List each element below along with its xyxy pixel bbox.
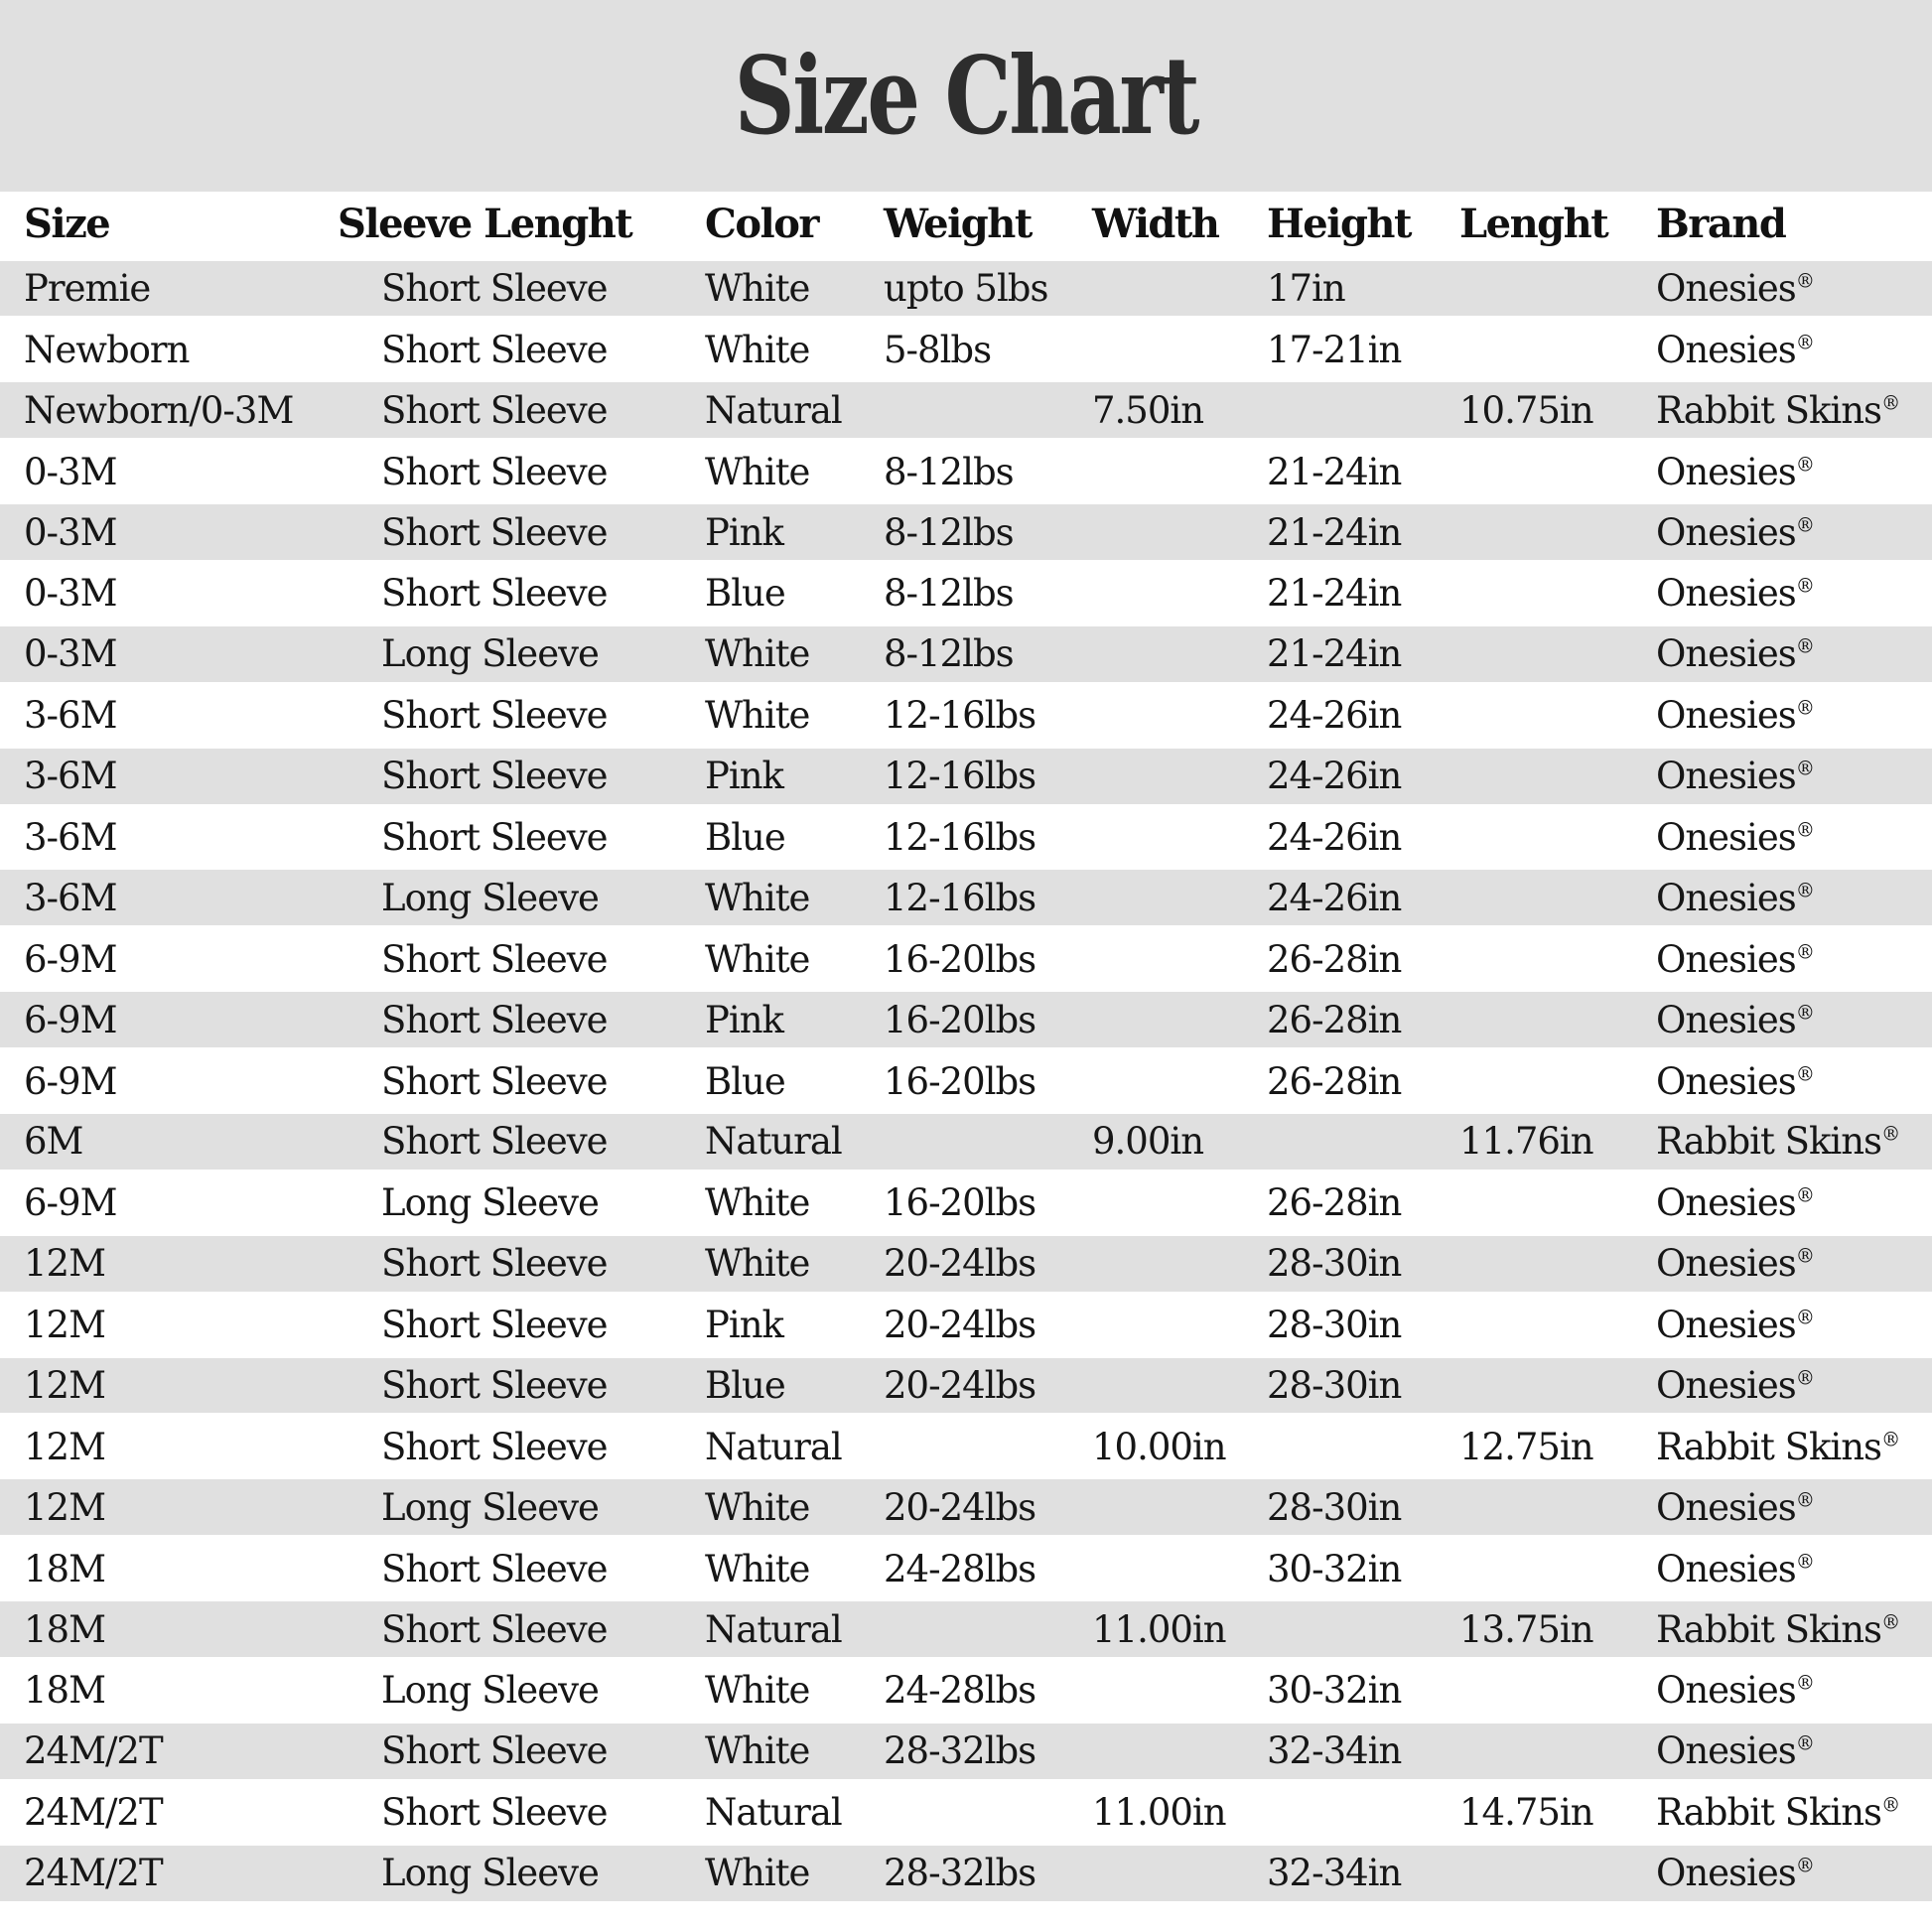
size-cell: 24M/2T xyxy=(0,1721,338,1781)
table-row xyxy=(0,1721,1932,1781)
width-cell: 11.00in xyxy=(1092,1599,1267,1660)
brand-cell: Rabbit Skins® xyxy=(1656,1791,1901,1835)
length-cell xyxy=(1459,1538,1656,1598)
size-cell: 3-6M xyxy=(0,746,338,806)
size-cell: 0-3M xyxy=(0,623,338,684)
color-cell: Blue xyxy=(705,815,785,859)
sleeve-cell: Short Sleeve xyxy=(381,1547,608,1590)
length-cell: 13.75in xyxy=(1459,1599,1656,1660)
color-cell: White xyxy=(705,450,810,493)
width-cell xyxy=(1092,623,1267,684)
length-cell xyxy=(1459,990,1656,1050)
brand-cell: Onesies® xyxy=(1656,1721,1932,1781)
table-row xyxy=(0,1111,1932,1172)
col-header-color: Color xyxy=(705,200,818,247)
brand-cell: Onesies® xyxy=(1656,572,1815,616)
length-cell xyxy=(1459,441,1656,501)
registered-mark: ® xyxy=(1795,757,1815,780)
page-title: Size Chart xyxy=(734,33,1198,159)
height-cell: 21-24in xyxy=(1267,502,1459,563)
height-cell: 28-30in xyxy=(1267,1355,1459,1416)
sleeve-cell: Short Sleeve xyxy=(381,1791,608,1835)
brand-cell: Onesies® xyxy=(1656,1477,1932,1538)
size-cell: 24M/2T xyxy=(24,1791,163,1835)
registered-mark: ® xyxy=(1881,1428,1901,1451)
height-cell xyxy=(1267,1416,1459,1476)
color-cell: Natural xyxy=(705,1599,884,1660)
sleeve-cell: Short Sleeve xyxy=(338,1355,705,1416)
color-cell: Blue xyxy=(705,572,785,616)
size-cell: 18M xyxy=(0,1599,338,1660)
registered-mark: ® xyxy=(1795,453,1815,477)
registered-mark: ® xyxy=(1881,1123,1901,1147)
length-cell xyxy=(1459,1173,1656,1233)
weight-cell xyxy=(884,1599,1092,1660)
col-header-width: Width xyxy=(1092,200,1219,247)
width-cell xyxy=(1092,1843,1267,1903)
height-cell: 32-34in xyxy=(1267,1843,1459,1903)
table-row xyxy=(0,868,1932,928)
length-cell xyxy=(1459,807,1656,868)
length-cell xyxy=(1459,1721,1656,1781)
color-cell: Natural xyxy=(705,380,884,441)
sleeve-cell: Short Sleeve xyxy=(381,1304,608,1347)
brand-cell: Onesies® xyxy=(1656,868,1932,928)
brand-cell: Rabbit Skins® xyxy=(1656,1599,1932,1660)
size-cell: 12M xyxy=(0,1233,338,1294)
length-cell: 12.75in xyxy=(1459,1425,1593,1468)
color-cell: White xyxy=(705,868,884,928)
width-cell xyxy=(1092,1233,1267,1294)
sleeve-cell: Short Sleeve xyxy=(381,1425,608,1468)
width-cell xyxy=(1092,258,1267,319)
registered-mark: ® xyxy=(1795,513,1815,537)
length-cell xyxy=(1459,928,1656,989)
size-cell: 12M xyxy=(0,1355,338,1416)
table-row xyxy=(0,380,1932,441)
weight-cell: 28-32lbs xyxy=(884,1843,1092,1903)
sleeve-cell: Short Sleeve xyxy=(338,1111,705,1172)
color-cell: White xyxy=(705,328,810,371)
height-cell xyxy=(1267,380,1459,441)
brand-cell: Onesies® xyxy=(1656,694,1815,738)
registered-mark: ® xyxy=(1881,391,1901,415)
height-cell: 24-26in xyxy=(1267,694,1402,738)
width-cell: 7.50in xyxy=(1092,380,1267,441)
color-cell: White xyxy=(705,1669,810,1713)
height-cell: 21-24in xyxy=(1267,623,1459,684)
registered-mark: ® xyxy=(1795,1672,1815,1696)
table-row xyxy=(0,1233,1932,1294)
height-cell: 26-28in xyxy=(1267,990,1459,1050)
length-cell xyxy=(1459,1660,1656,1721)
size-table-body xyxy=(0,258,1932,1904)
width-cell xyxy=(1092,928,1267,989)
length-cell xyxy=(1459,1233,1656,1294)
weight-cell xyxy=(884,1416,1092,1476)
col-header-weight: Weight xyxy=(884,200,1032,247)
length-cell xyxy=(1459,1477,1656,1538)
weight-cell: 12-16lbs xyxy=(884,694,1036,738)
table-row xyxy=(0,746,1932,806)
size-cell: 6M xyxy=(0,1111,338,1172)
color-cell: Pink xyxy=(705,746,884,806)
table-row xyxy=(0,319,1932,379)
weight-cell: 8-12lbs xyxy=(884,572,1014,616)
width-cell xyxy=(1092,502,1267,563)
size-cell: 0-3M xyxy=(0,502,338,563)
height-cell xyxy=(1267,1599,1459,1660)
sleeve-cell: Short Sleeve xyxy=(381,328,608,371)
size-cell: 18M xyxy=(24,1669,105,1713)
table-row xyxy=(0,1782,1932,1843)
color-cell: White xyxy=(705,258,884,319)
length-cell xyxy=(1459,1050,1656,1111)
height-cell: 24-26in xyxy=(1267,815,1402,859)
weight-cell: 12-16lbs xyxy=(884,815,1036,859)
brand-cell: Onesies® xyxy=(1656,815,1815,859)
weight-cell: 20-24lbs xyxy=(884,1304,1036,1347)
brand-cell: Onesies® xyxy=(1656,1547,1815,1590)
registered-mark: ® xyxy=(1795,1854,1815,1877)
width-cell xyxy=(1092,1477,1267,1538)
color-cell: White xyxy=(705,1181,810,1225)
size-cell: 3-6M xyxy=(24,694,117,738)
length-cell xyxy=(1459,1295,1656,1355)
size-cell: 12M xyxy=(24,1425,105,1468)
height-cell: 21-24in xyxy=(1267,572,1402,616)
color-cell: White xyxy=(705,937,810,981)
weight-cell xyxy=(884,380,1092,441)
width-cell xyxy=(1092,990,1267,1050)
registered-mark: ® xyxy=(1795,634,1815,658)
table-row xyxy=(0,807,1932,868)
height-cell: 24-26in xyxy=(1267,746,1459,806)
sleeve-cell: Short Sleeve xyxy=(381,572,608,616)
sleeve-cell: Short Sleeve xyxy=(338,258,705,319)
length-cell xyxy=(1459,258,1656,319)
length-cell xyxy=(1459,623,1656,684)
color-cell: Pink xyxy=(705,502,884,563)
size-cell: 12M xyxy=(0,1477,338,1538)
table-row xyxy=(0,1173,1932,1233)
weight-cell: 20-24lbs xyxy=(884,1355,1092,1416)
size-cell: Newborn/0-3M xyxy=(0,380,338,441)
height-cell: 17in xyxy=(1267,258,1459,319)
brand-cell: Onesies® xyxy=(1656,937,1815,981)
color-cell: White xyxy=(705,1233,884,1294)
height-cell: 26-28in xyxy=(1267,1181,1402,1225)
height-cell: 21-24in xyxy=(1267,450,1402,493)
brand-cell: Onesies® xyxy=(1656,746,1932,806)
sleeve-cell: Short Sleeve xyxy=(338,1599,705,1660)
length-cell: 14.75in xyxy=(1459,1791,1593,1835)
size-cell: 0-3M xyxy=(24,450,117,493)
brand-cell: Onesies® xyxy=(1656,1669,1815,1713)
brand-cell: Onesies® xyxy=(1656,328,1815,371)
color-cell: Blue xyxy=(705,1059,785,1103)
col-header-length: Lenght xyxy=(1459,200,1608,247)
table-row xyxy=(0,1843,1932,1903)
sleeve-cell: Long Sleeve xyxy=(338,623,705,684)
table-row xyxy=(0,441,1932,501)
size-table xyxy=(0,192,1932,1907)
weight-cell: 12-16lbs xyxy=(884,868,1092,928)
size-cell: 24M/2T xyxy=(0,1843,338,1903)
color-cell: White xyxy=(705,623,884,684)
table-row xyxy=(0,258,1932,319)
table-row xyxy=(0,502,1932,563)
header-row xyxy=(0,192,1932,258)
width-cell xyxy=(1092,1355,1267,1416)
brand-cell: Onesies® xyxy=(1656,1059,1815,1103)
color-cell: Blue xyxy=(705,1355,884,1416)
weight-cell: 20-24lbs xyxy=(884,1233,1092,1294)
sleeve-cell: Long Sleeve xyxy=(338,1477,705,1538)
height-cell xyxy=(1267,1111,1459,1172)
width-cell xyxy=(1092,319,1267,379)
weight-cell: 16-20lbs xyxy=(884,1181,1036,1225)
length-cell xyxy=(1459,1355,1656,1416)
weight-cell: 24-28lbs xyxy=(884,1547,1036,1590)
color-cell: Natural xyxy=(705,1111,884,1172)
sleeve-cell: Short Sleeve xyxy=(381,815,608,859)
table-row xyxy=(0,1538,1932,1598)
size-cell: 6-9M xyxy=(0,990,338,1050)
brand-cell: Rabbit Skins® xyxy=(1656,1111,1932,1172)
size-cell: 3-6M xyxy=(24,815,117,859)
color-cell: Natural xyxy=(705,1425,842,1468)
length-cell xyxy=(1459,685,1656,746)
table-row xyxy=(0,1416,1932,1476)
sleeve-cell: Short Sleeve xyxy=(381,694,608,738)
registered-mark: ® xyxy=(1795,1062,1815,1086)
height-cell: 30-32in xyxy=(1267,1669,1402,1713)
size-cell: 6-9M xyxy=(24,1181,117,1225)
sleeve-cell: Short Sleeve xyxy=(338,1233,705,1294)
height-cell: 17-21in xyxy=(1267,328,1402,371)
width-cell xyxy=(1092,1538,1267,1598)
registered-mark: ® xyxy=(1795,575,1815,599)
length-cell: 10.75in xyxy=(1459,380,1656,441)
width-cell xyxy=(1092,1050,1267,1111)
size-cell: 6-9M xyxy=(24,937,117,981)
weight-cell: upto 5lbs xyxy=(884,258,1092,319)
title-banner xyxy=(0,0,1932,192)
table-row xyxy=(0,1295,1932,1355)
table-row xyxy=(0,1599,1932,1660)
brand-cell: Onesies® xyxy=(1656,1843,1932,1903)
length-cell xyxy=(1459,319,1656,379)
height-cell: 32-34in xyxy=(1267,1721,1459,1781)
color-cell: White xyxy=(705,1721,884,1781)
length-cell xyxy=(1459,746,1656,806)
weight-cell xyxy=(884,1111,1092,1172)
brand-cell: Rabbit Skins® xyxy=(1656,380,1932,441)
registered-mark: ® xyxy=(1795,1183,1815,1207)
weight-cell: 8-12lbs xyxy=(884,623,1092,684)
registered-mark: ® xyxy=(1795,879,1815,902)
color-cell: Pink xyxy=(705,990,884,1050)
brand-cell: Onesies® xyxy=(1656,1181,1815,1225)
sleeve-cell: Long Sleeve xyxy=(381,1181,599,1225)
registered-mark: ® xyxy=(1795,1366,1815,1390)
registered-mark: ® xyxy=(1795,1488,1815,1512)
height-cell: 26-28in xyxy=(1267,937,1402,981)
width-cell: 11.00in xyxy=(1092,1791,1226,1835)
width-cell xyxy=(1092,1173,1267,1233)
registered-mark: ® xyxy=(1881,1793,1901,1817)
width-cell xyxy=(1092,746,1267,806)
width-cell xyxy=(1092,868,1267,928)
sleeve-cell: Short Sleeve xyxy=(338,990,705,1050)
weight-cell: 8-12lbs xyxy=(884,450,1014,493)
height-cell: 28-30in xyxy=(1267,1233,1459,1294)
size-cell: 0-3M xyxy=(24,572,117,616)
registered-mark: ® xyxy=(1795,1001,1815,1025)
color-cell: White xyxy=(705,1547,810,1590)
table-row xyxy=(0,685,1932,746)
sleeve-cell: Short Sleeve xyxy=(338,746,705,806)
sleeve-cell: Short Sleeve xyxy=(381,1059,608,1103)
brand-cell: Onesies® xyxy=(1656,1355,1932,1416)
registered-mark: ® xyxy=(1795,1550,1815,1574)
registered-mark: ® xyxy=(1795,1731,1815,1755)
size-cell: 6-9M xyxy=(24,1059,117,1103)
sleeve-cell: Long Sleeve xyxy=(338,868,705,928)
sleeve-cell: Short Sleeve xyxy=(381,450,608,493)
width-cell xyxy=(1092,441,1267,501)
sleeve-cell: Long Sleeve xyxy=(381,1669,599,1713)
registered-mark: ® xyxy=(1795,269,1815,293)
registered-mark: ® xyxy=(1881,1610,1901,1634)
registered-mark: ® xyxy=(1795,1244,1815,1268)
sleeve-cell: Long Sleeve xyxy=(338,1843,705,1903)
registered-mark: ® xyxy=(1795,940,1815,964)
length-cell xyxy=(1459,563,1656,623)
height-cell: 30-32in xyxy=(1267,1547,1402,1590)
size-cell: 3-6M xyxy=(0,868,338,928)
weight-cell: 24-28lbs xyxy=(884,1669,1036,1713)
table-row xyxy=(0,1660,1932,1721)
col-header-sleeve: Sleeve Lenght xyxy=(338,200,632,247)
width-cell xyxy=(1092,1295,1267,1355)
brand-cell: Onesies® xyxy=(1656,502,1932,563)
weight-cell: 16-20lbs xyxy=(884,937,1036,981)
color-cell: White xyxy=(705,1477,884,1538)
table-row xyxy=(0,623,1932,684)
height-cell: 28-30in xyxy=(1267,1477,1459,1538)
width-cell xyxy=(1092,563,1267,623)
weight-cell: 16-20lbs xyxy=(884,990,1092,1050)
height-cell: 26-28in xyxy=(1267,1059,1402,1103)
color-cell: White xyxy=(705,694,810,738)
color-cell: Natural xyxy=(705,1791,842,1835)
length-cell: 11.76in xyxy=(1459,1111,1656,1172)
size-cell: 12M xyxy=(24,1304,105,1347)
col-header-brand: Brand xyxy=(1656,200,1786,247)
length-cell xyxy=(1459,1843,1656,1903)
weight-cell: 5-8lbs xyxy=(884,328,992,371)
length-cell xyxy=(1459,502,1656,563)
weight-cell: 28-32lbs xyxy=(884,1721,1092,1781)
size-cell: Newborn xyxy=(24,328,190,371)
table-row xyxy=(0,1477,1932,1538)
weight-cell: 8-12lbs xyxy=(884,502,1092,563)
col-header-size: Size xyxy=(24,200,110,247)
height-cell: 28-30in xyxy=(1267,1304,1402,1347)
width-cell xyxy=(1092,1660,1267,1721)
brand-cell: Rabbit Skins® xyxy=(1656,1425,1901,1468)
length-cell xyxy=(1459,868,1656,928)
color-cell: White xyxy=(705,1843,884,1903)
size-cell: Premie xyxy=(0,258,338,319)
brand-cell: Onesies® xyxy=(1656,1304,1815,1347)
table-row xyxy=(0,928,1932,989)
col-header-height: Height xyxy=(1267,200,1411,247)
table-row xyxy=(0,1050,1932,1111)
table-row xyxy=(0,563,1932,623)
sleeve-cell: Short Sleeve xyxy=(381,937,608,981)
sleeve-cell: Short Sleeve xyxy=(338,1721,705,1781)
weight-cell: 20-24lbs xyxy=(884,1477,1092,1538)
width-cell xyxy=(1092,1721,1267,1781)
table-row xyxy=(0,1355,1932,1416)
brand-cell: Onesies® xyxy=(1656,990,1932,1050)
registered-mark: ® xyxy=(1795,1306,1815,1329)
weight-cell: 16-20lbs xyxy=(884,1059,1036,1103)
registered-mark: ® xyxy=(1795,818,1815,842)
sleeve-cell: Short Sleeve xyxy=(338,380,705,441)
registered-mark: ® xyxy=(1795,696,1815,720)
height-cell: 24-26in xyxy=(1267,868,1459,928)
registered-mark: ® xyxy=(1795,331,1815,354)
color-cell: Pink xyxy=(705,1304,783,1347)
brand-cell: Onesies® xyxy=(1656,623,1932,684)
brand-cell: Onesies® xyxy=(1656,258,1932,319)
table-row xyxy=(0,990,1932,1050)
width-cell: 10.00in xyxy=(1092,1425,1226,1468)
width-cell: 9.00in xyxy=(1092,1111,1267,1172)
brand-cell: Onesies® xyxy=(1656,450,1815,493)
width-cell xyxy=(1092,685,1267,746)
weight-cell: 12-16lbs xyxy=(884,746,1092,806)
brand-cell: Onesies® xyxy=(1656,1233,1932,1294)
size-cell: 18M xyxy=(24,1547,105,1590)
width-cell xyxy=(1092,807,1267,868)
height-cell xyxy=(1267,1782,1459,1843)
sleeve-cell: Short Sleeve xyxy=(338,502,705,563)
weight-cell xyxy=(884,1782,1092,1843)
